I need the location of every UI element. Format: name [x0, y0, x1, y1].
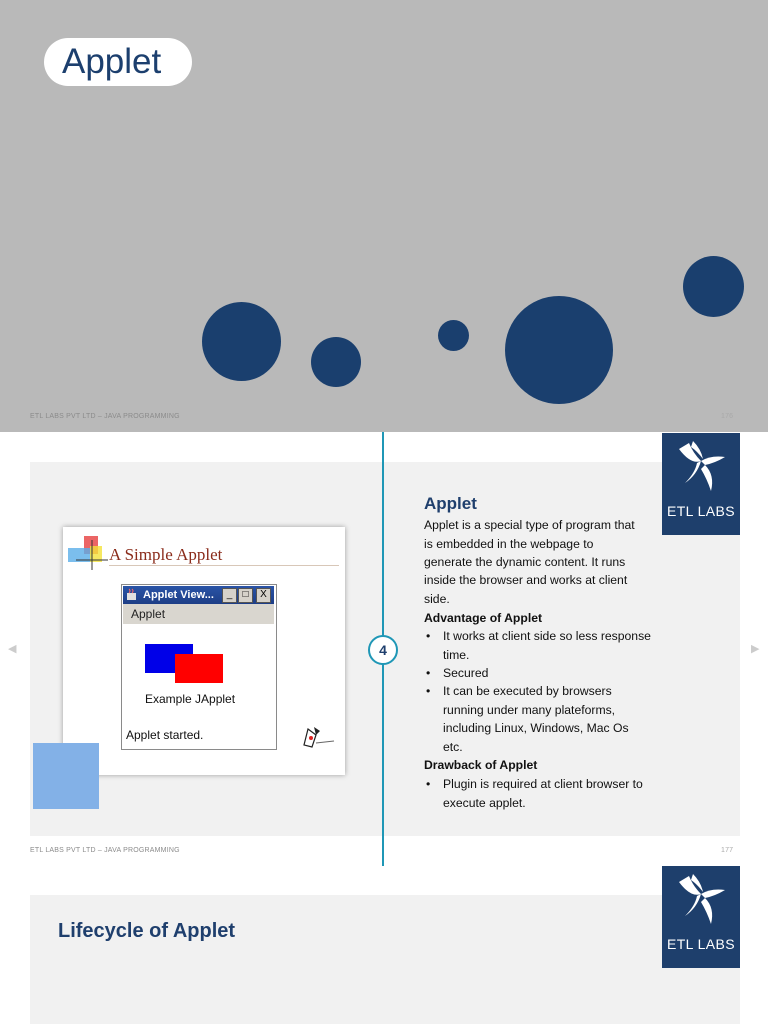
next-slide-arrow[interactable]: ▶ — [751, 643, 760, 655]
menu-applet[interactable]: Applet — [131, 607, 166, 621]
logo-mark-icon — [671, 439, 731, 501]
slide-title: Applet — [62, 42, 162, 81]
etl-labs-logo — [662, 866, 740, 968]
advantage-item: etc. — [443, 740, 463, 754]
footer-left: ETL LABS PVT LTD – JAVA PROGRAMMING — [30, 847, 180, 854]
bullet-dot: • — [426, 666, 431, 680]
advantage-item: It can be executed by browsers — [443, 684, 612, 698]
title-underline — [109, 565, 339, 566]
description-line: generate the dynamic content. It runs — [424, 555, 626, 569]
drawback-heading: Drawback of Applet — [424, 758, 538, 772]
advantage-heading: Advantage of Applet — [424, 611, 543, 625]
bullet-dot: • — [426, 684, 431, 698]
description-line: side. — [424, 592, 450, 606]
footer-left: ETL LABS PVT LTD – JAVA PROGRAMMING — [30, 413, 180, 420]
drawback-item: execute applet. — [443, 796, 526, 810]
description-line: inside the browser and works at client — [424, 573, 628, 587]
minimize-button[interactable]: _ — [222, 588, 237, 603]
section-heading: Applet — [424, 494, 477, 513]
decor-circle — [683, 256, 744, 317]
java-duke-icon — [302, 725, 336, 751]
advantage-item: running under many plateforms, — [443, 703, 616, 717]
description-line: is embedded in the webpage to — [424, 537, 594, 551]
logo-text: ETL LABS — [666, 503, 736, 519]
decor-square — [33, 743, 99, 809]
applet-logo-icon — [68, 536, 108, 572]
step-number: 4 — [368, 635, 398, 665]
decor-circle — [311, 337, 361, 387]
decor-circle — [505, 296, 613, 404]
advantage-item: including Linux, Windows, Mac Os — [443, 721, 629, 735]
section-heading: Lifecycle of Applet — [58, 920, 236, 942]
applet-status: Applet started. — [126, 728, 204, 742]
content-panel — [30, 895, 740, 1024]
coffee-cup-icon — [126, 588, 140, 602]
logo-mark-icon — [671, 872, 731, 934]
drawback-item: Plugin is required at client browser to — [443, 777, 643, 791]
advantage-item: time. — [443, 648, 470, 662]
decor-circle — [202, 302, 281, 381]
close-button[interactable]: X — [256, 588, 271, 603]
footer-page-number: 176 — [721, 413, 734, 420]
footer-page-number: 177 — [721, 847, 734, 854]
advantage-item: Secured — [443, 666, 489, 680]
applet-caption: Example JApplet — [145, 692, 236, 706]
description-line: Applet is a special type of program that — [424, 518, 635, 532]
bullet-dot: • — [426, 629, 431, 643]
applet-image-title: A Simple Applet — [109, 545, 223, 564]
decor-circle — [438, 320, 469, 351]
logo-text: ETL LABS — [666, 936, 736, 952]
red-rectangle — [175, 654, 223, 683]
etl-labs-logo — [662, 433, 740, 535]
bullet-dot: • — [426, 777, 431, 791]
window-title: Applet View... — [143, 589, 214, 601]
maximize-button[interactable]: □ — [238, 588, 253, 603]
advantage-item: It works at client side so less response — [443, 629, 651, 643]
prev-slide-arrow[interactable]: ◀ — [8, 643, 17, 655]
